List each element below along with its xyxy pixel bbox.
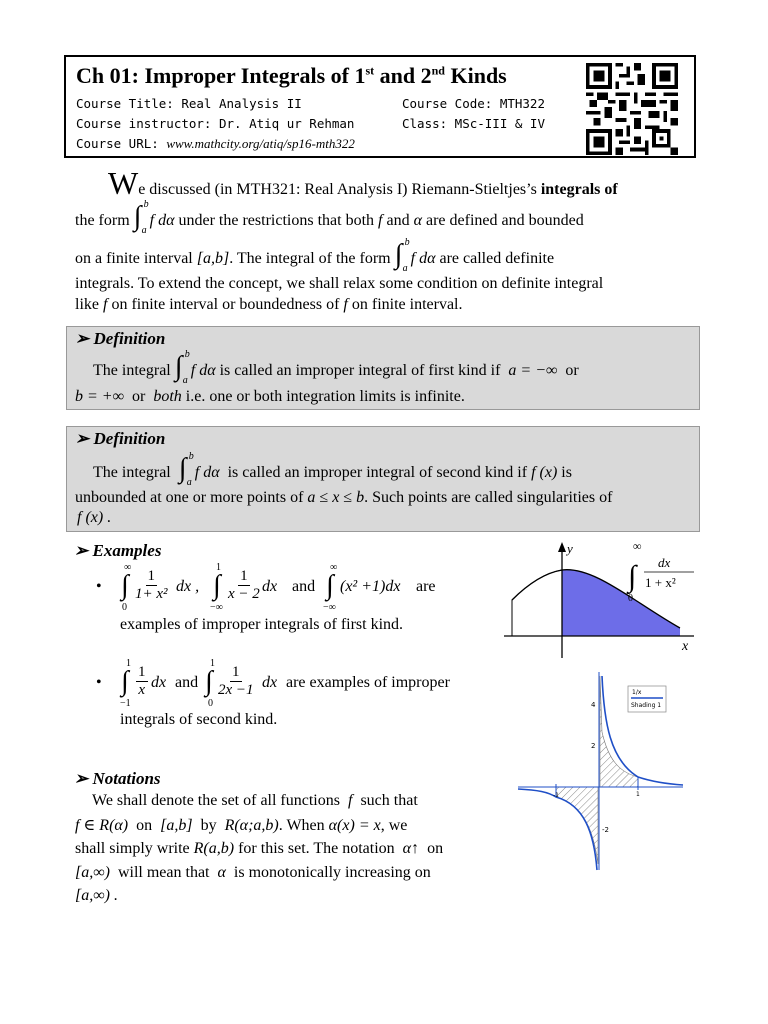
def-text-b: is called an improper integral of first kind if	[219, 362, 501, 379]
intro-text-2c: under the restrictions that both	[178, 212, 375, 229]
int-lower: a	[182, 375, 188, 386]
def-is: is	[561, 464, 572, 481]
notation-text: , we	[380, 817, 408, 834]
integral-sign: ∫ b a	[394, 237, 410, 274]
example-are: are	[416, 578, 436, 595]
example-bullet-2: •	[96, 674, 102, 691]
def-text-a: The integral	[93, 362, 171, 379]
limit-lower: 0	[208, 698, 213, 709]
formula-denominator: 1 + x²	[645, 575, 676, 590]
interval-ab: [a,b]	[196, 250, 230, 267]
notation-line-5	[75, 887, 118, 905]
denominator: 2x −1	[218, 682, 254, 698]
arrow-bullet-icon: ➢	[74, 769, 89, 788]
intro-text-3b: . The integral of the form	[229, 250, 391, 267]
title-end: Kinds	[444, 63, 507, 88]
intro-line-1	[108, 165, 618, 202]
denominator: 1+ x²	[135, 586, 168, 602]
course-code: Course Code: MTH322	[402, 96, 545, 111]
numerator: 1	[138, 664, 146, 680]
int-lower: a	[141, 225, 147, 236]
notations-title: Notations	[92, 769, 161, 788]
formula-lower-limit: 0	[628, 593, 633, 604]
numerator: 1	[240, 568, 248, 584]
y-tick-minus-2: -2	[602, 826, 609, 834]
y-axis-label: y	[567, 541, 573, 556]
title-mid: and 2	[374, 63, 432, 88]
notation-line-1	[92, 792, 418, 810]
def-or: or	[565, 362, 579, 379]
notation-expr: R(a,b)	[193, 840, 235, 857]
int-upper: b	[143, 199, 149, 210]
def-both: both	[153, 388, 182, 405]
y-tick-4: 4	[591, 701, 596, 709]
arrow-bullet-icon: ➢	[75, 429, 90, 448]
integral-sign: ∫	[205, 666, 213, 697]
differential: dx	[262, 674, 278, 691]
limit-upper: ∞	[330, 562, 338, 573]
definition-box-2	[66, 426, 700, 532]
notation-text: such that	[360, 792, 418, 809]
notation-text: is monotonically increasing on	[233, 864, 431, 881]
definition-heading	[75, 329, 165, 349]
integrand: f dα	[190, 362, 216, 379]
integral-sign: ∫	[121, 666, 129, 697]
notation-expr: α(x) = x	[328, 817, 381, 834]
title-sup-2: nd	[431, 63, 445, 78]
definition-line-2	[75, 388, 465, 406]
examples-heading	[74, 541, 161, 561]
fraction	[228, 568, 260, 603]
definition-line-2	[75, 489, 612, 507]
course-url-link[interactable]: www.mathcity.org/atiq/sp16-mth322	[166, 136, 355, 151]
differential: dx ,	[176, 578, 200, 595]
title-sup-1: st	[365, 63, 375, 78]
condition-a: a = −∞	[508, 362, 558, 379]
qr-code-icon	[586, 63, 678, 155]
interval-ab: [a,b]	[160, 817, 193, 834]
integral-sign: ∫	[121, 570, 129, 601]
intro-line-4: integrals. To extend the concept, we shall relax some condition on definite integral	[75, 275, 604, 292]
symbol-f: f	[343, 296, 348, 313]
limit-lower: −∞	[210, 602, 223, 613]
def-text-c: i.e. one or both integration limits is infinite.	[185, 388, 465, 405]
denominator: x − 2	[228, 586, 260, 602]
definition-heading	[75, 429, 165, 449]
definition-title: Definition	[93, 429, 166, 448]
reciprocal-graph-figure	[518, 672, 688, 872]
integrand: f dα	[149, 212, 175, 229]
intro-text-5b: on finite interval or boundedness of	[111, 296, 340, 313]
limit-upper: ∞	[124, 562, 132, 573]
symbol-f: f	[378, 212, 383, 229]
title-text: Ch 01: Improper Integrals of 1	[76, 63, 366, 88]
intro-line-3	[75, 237, 555, 274]
interval-a-inf: [a,∞) .	[75, 887, 118, 904]
intro-text-5a: like	[75, 296, 99, 313]
def-text-d: . Such points are called singularities of	[364, 489, 613, 506]
integral-sign: ∫	[326, 570, 334, 601]
integral-sign: ∫	[213, 570, 221, 601]
symbol-alpha: α	[217, 864, 226, 881]
int-lower: a	[402, 263, 408, 274]
definition-line-1	[93, 451, 572, 488]
int-upper: b	[404, 237, 410, 248]
intro-text-and: and	[386, 212, 410, 229]
fraction	[218, 664, 254, 699]
example-2-caption: integrals of second kind.	[120, 711, 278, 728]
example-1-caption: examples of improper integrals of first kind.	[120, 616, 404, 633]
limit-upper: 1	[216, 562, 221, 573]
intro-line-2	[75, 199, 584, 236]
notation-text: on	[427, 840, 444, 857]
def-text-c: unbounded at one or more points of	[75, 489, 304, 506]
differential: dx	[151, 674, 167, 691]
example-2-formulas	[118, 658, 488, 710]
drop-cap: W	[108, 165, 139, 201]
course-title: Course Title: Real Analysis II	[76, 96, 302, 111]
notation-text: for this set. The notation	[238, 840, 395, 857]
def-text-b: is called an improper integral of second kind if	[227, 464, 528, 481]
notations-heading	[74, 769, 161, 789]
notation-line-3	[75, 840, 443, 858]
intro-text-2d: are defined and bounded	[425, 212, 584, 229]
integral-sign: ∫ b a	[174, 349, 190, 386]
differential: dx	[262, 578, 278, 595]
numerator: 1	[232, 664, 240, 680]
notation-text: . When	[278, 817, 325, 834]
def-text-a: The integral	[93, 464, 171, 481]
url-label: Course URL:	[76, 136, 167, 151]
definition-box-1	[66, 326, 700, 410]
integral-sign: ∫	[628, 560, 637, 593]
notation-expr: α↑	[402, 840, 420, 857]
denominator: x	[138, 682, 146, 698]
arrow-bullet-icon: ➢	[75, 329, 90, 348]
formula-upper-limit: ∞	[633, 540, 642, 553]
intro-text-1b: integrals of	[540, 181, 618, 198]
definition-line-3	[77, 509, 111, 527]
course-class: Class: MSc-III & IV	[402, 116, 545, 131]
notation-text: We shall denote the set of all functions	[92, 792, 340, 809]
int-lower: a	[186, 477, 192, 488]
limit-lower: −1	[120, 698, 131, 709]
fraction	[136, 664, 148, 699]
arrow-bullet-icon: ➢	[74, 541, 89, 560]
definition-title: Definition	[93, 329, 166, 348]
int-upper: b	[188, 451, 194, 462]
header-box	[64, 55, 696, 158]
y-tick-2: 2	[591, 742, 596, 750]
limit-lower: 0	[122, 602, 127, 613]
condition-b: b = +∞	[75, 388, 124, 405]
definition-line-1	[93, 349, 579, 386]
intro-text-1a: e discussed (in MTH321: Real Analysis I) Riemann-Stieltjes’s	[138, 181, 541, 198]
int-upper: b	[184, 349, 190, 360]
limit-upper: 1	[126, 658, 131, 669]
example-and: and	[175, 674, 199, 691]
course-instructor: Course instructor: Dr. Atiq ur Rehman	[76, 116, 355, 131]
example-and: and	[292, 578, 316, 595]
x-tick-label-minus-1: -1	[553, 792, 559, 799]
def-text-e: f (x) .	[77, 509, 112, 526]
function-fx: f (x)	[531, 464, 558, 481]
example-bullet-1: •	[96, 578, 102, 595]
legend-item-2: Shading 1	[631, 702, 662, 709]
x-tick-label-1: 1	[636, 791, 640, 798]
fraction	[135, 568, 168, 603]
notation-text: shall simply write	[75, 840, 190, 857]
page-title	[76, 63, 507, 89]
intro-line-5	[75, 296, 463, 314]
intro-text-5c: on finite interval.	[351, 296, 463, 313]
notation-expr: f ∈ R(α)	[75, 817, 129, 834]
examples-title: Examples	[92, 541, 162, 560]
integrand: f dα	[410, 250, 436, 267]
area-under-curve-figure	[504, 540, 700, 660]
notation-line-4	[75, 864, 431, 882]
course-url-line	[76, 136, 355, 152]
notation-text: will mean that	[117, 864, 210, 881]
def-or: or	[132, 388, 146, 405]
notation-text: on	[136, 817, 153, 834]
integrand: (x² +1)dx	[340, 578, 401, 595]
formula-numerator: dx	[658, 555, 671, 570]
limit-lower: −∞	[323, 602, 336, 613]
example-1-formulas	[118, 562, 458, 614]
intro-text-3a: on a finite interval	[75, 250, 193, 267]
interval-a-inf: [a,∞)	[75, 864, 110, 881]
notation-line-2	[75, 815, 407, 835]
legend-item-1: 1/x	[632, 689, 642, 696]
integrand: f dα	[194, 464, 220, 481]
range-expr: a ≤ x ≤ b	[307, 489, 365, 506]
integral-sign: ∫ b a	[178, 451, 194, 488]
limit-upper: 1	[210, 658, 215, 669]
integral-sign: ∫ b a	[133, 199, 149, 236]
y-axis-arrow-icon	[558, 542, 566, 552]
notation-expr: R(α;a,b)	[224, 817, 279, 834]
intro-text-3d: are called definite	[439, 250, 555, 267]
symbol-f: f	[103, 296, 108, 313]
notation-text: by	[200, 817, 217, 834]
intro-text-2a: the form	[75, 212, 130, 229]
symbol-alpha: α	[413, 212, 422, 229]
symbol-f: f	[347, 792, 353, 809]
numerator: 1	[147, 568, 156, 584]
x-axis-label: x	[682, 639, 689, 654]
example-text: are examples of improper	[286, 674, 450, 691]
